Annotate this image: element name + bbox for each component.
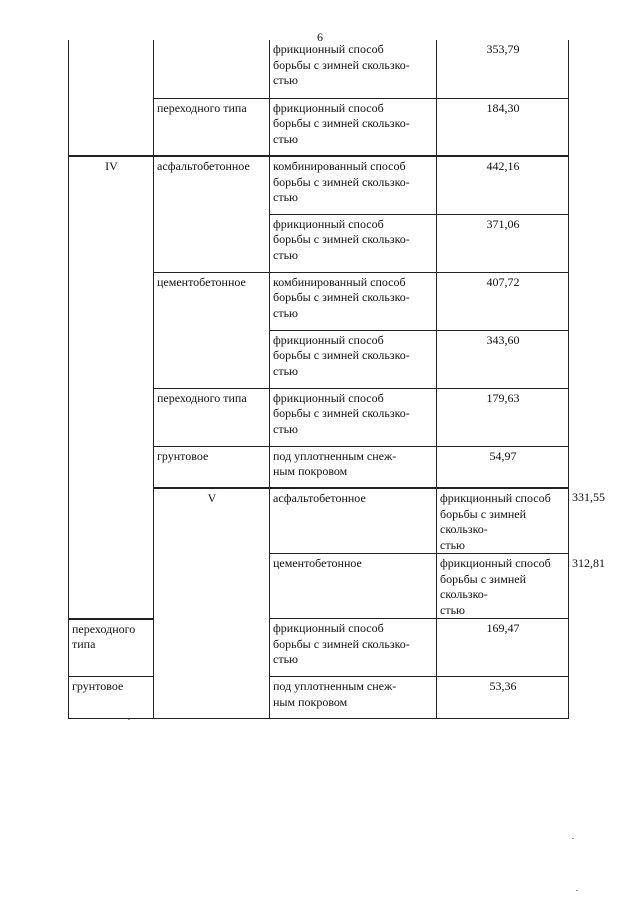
table-row (69, 40, 569, 98)
value-cell: 54,97 (437, 446, 569, 488)
table-row (69, 677, 569, 719)
category-cell: V (154, 488, 270, 719)
value-cell: 179,63 (437, 388, 569, 446)
surface-cell: переходного типа (154, 388, 270, 446)
page-number: 6 (317, 30, 323, 44)
value-cell: 53,36 (437, 677, 569, 719)
method-cell: фрикционный способ борьбы с зимней скользко- стью (437, 554, 569, 619)
table-row (69, 156, 569, 214)
table-row: цементобетонное фрикционный способ борьбы с зимней скользко- стью 312,81 (69, 554, 569, 619)
method-cell: фрикционный способ борьбы с зимней скользко- стью (270, 619, 437, 677)
surface-cell: переходного типа (69, 619, 154, 677)
value-cell: 442,16 (437, 156, 569, 214)
surface-cell: грунтовое (154, 446, 270, 488)
surface-cell: переходного типа (154, 98, 270, 156)
cost-table (68, 40, 605, 719)
method-cell: под уплотненным снеж- ным покровом (270, 677, 437, 719)
surface-cell: цементобетонное (270, 554, 437, 619)
scan-speck (576, 890, 578, 891)
surface-cell: грунтовое (69, 677, 154, 719)
method-cell: фрикционный способ борьбы с зимней скользко- стью (270, 40, 437, 98)
surface-cell (154, 40, 270, 98)
value-cell: 371,06 (437, 214, 569, 272)
category-cell: IV (69, 156, 154, 619)
method-cell: фрикционный способ борьбы с зимней скользко- стью (270, 98, 437, 156)
scan-speck (128, 719, 130, 720)
method-cell: фрикционный способ борьбы с зимней скользко- стью (270, 388, 437, 446)
surface-cell: асфальтобетонное (270, 488, 437, 554)
table-row (69, 619, 569, 677)
method-cell: комбинированный способ борьбы с зимней скользко- стью (270, 156, 437, 214)
method-cell: фрикционный способ борьбы с зимней скользко- стью (270, 214, 437, 272)
method-cell: фрикционный способ борьбы с зимней скользко- стью (270, 330, 437, 388)
value-cell: 184,30 (437, 98, 569, 156)
method-cell: под уплотненным снеж- ным покровом (270, 446, 437, 488)
table-row: V асфальтобетонное фрикционный способ борьбы с зимней скользко- стью 331,55 (69, 488, 569, 554)
method-cell: фрикционный способ борьбы с зимней скользко- стью (437, 488, 569, 554)
surface-cell: цементобетонное (154, 272, 270, 388)
surface-cell: асфальтобетонное (154, 156, 270, 272)
value-cell: 407,72 (437, 272, 569, 330)
value-cell: 343,60 (437, 330, 569, 388)
category-cell (69, 40, 154, 156)
scan-speck (572, 838, 574, 839)
value-cell: 169,47 (437, 619, 569, 677)
value-cell: 353,79 (437, 40, 569, 98)
method-cell: комбинированный способ борьбы с зимней скользко- стью (270, 272, 437, 330)
